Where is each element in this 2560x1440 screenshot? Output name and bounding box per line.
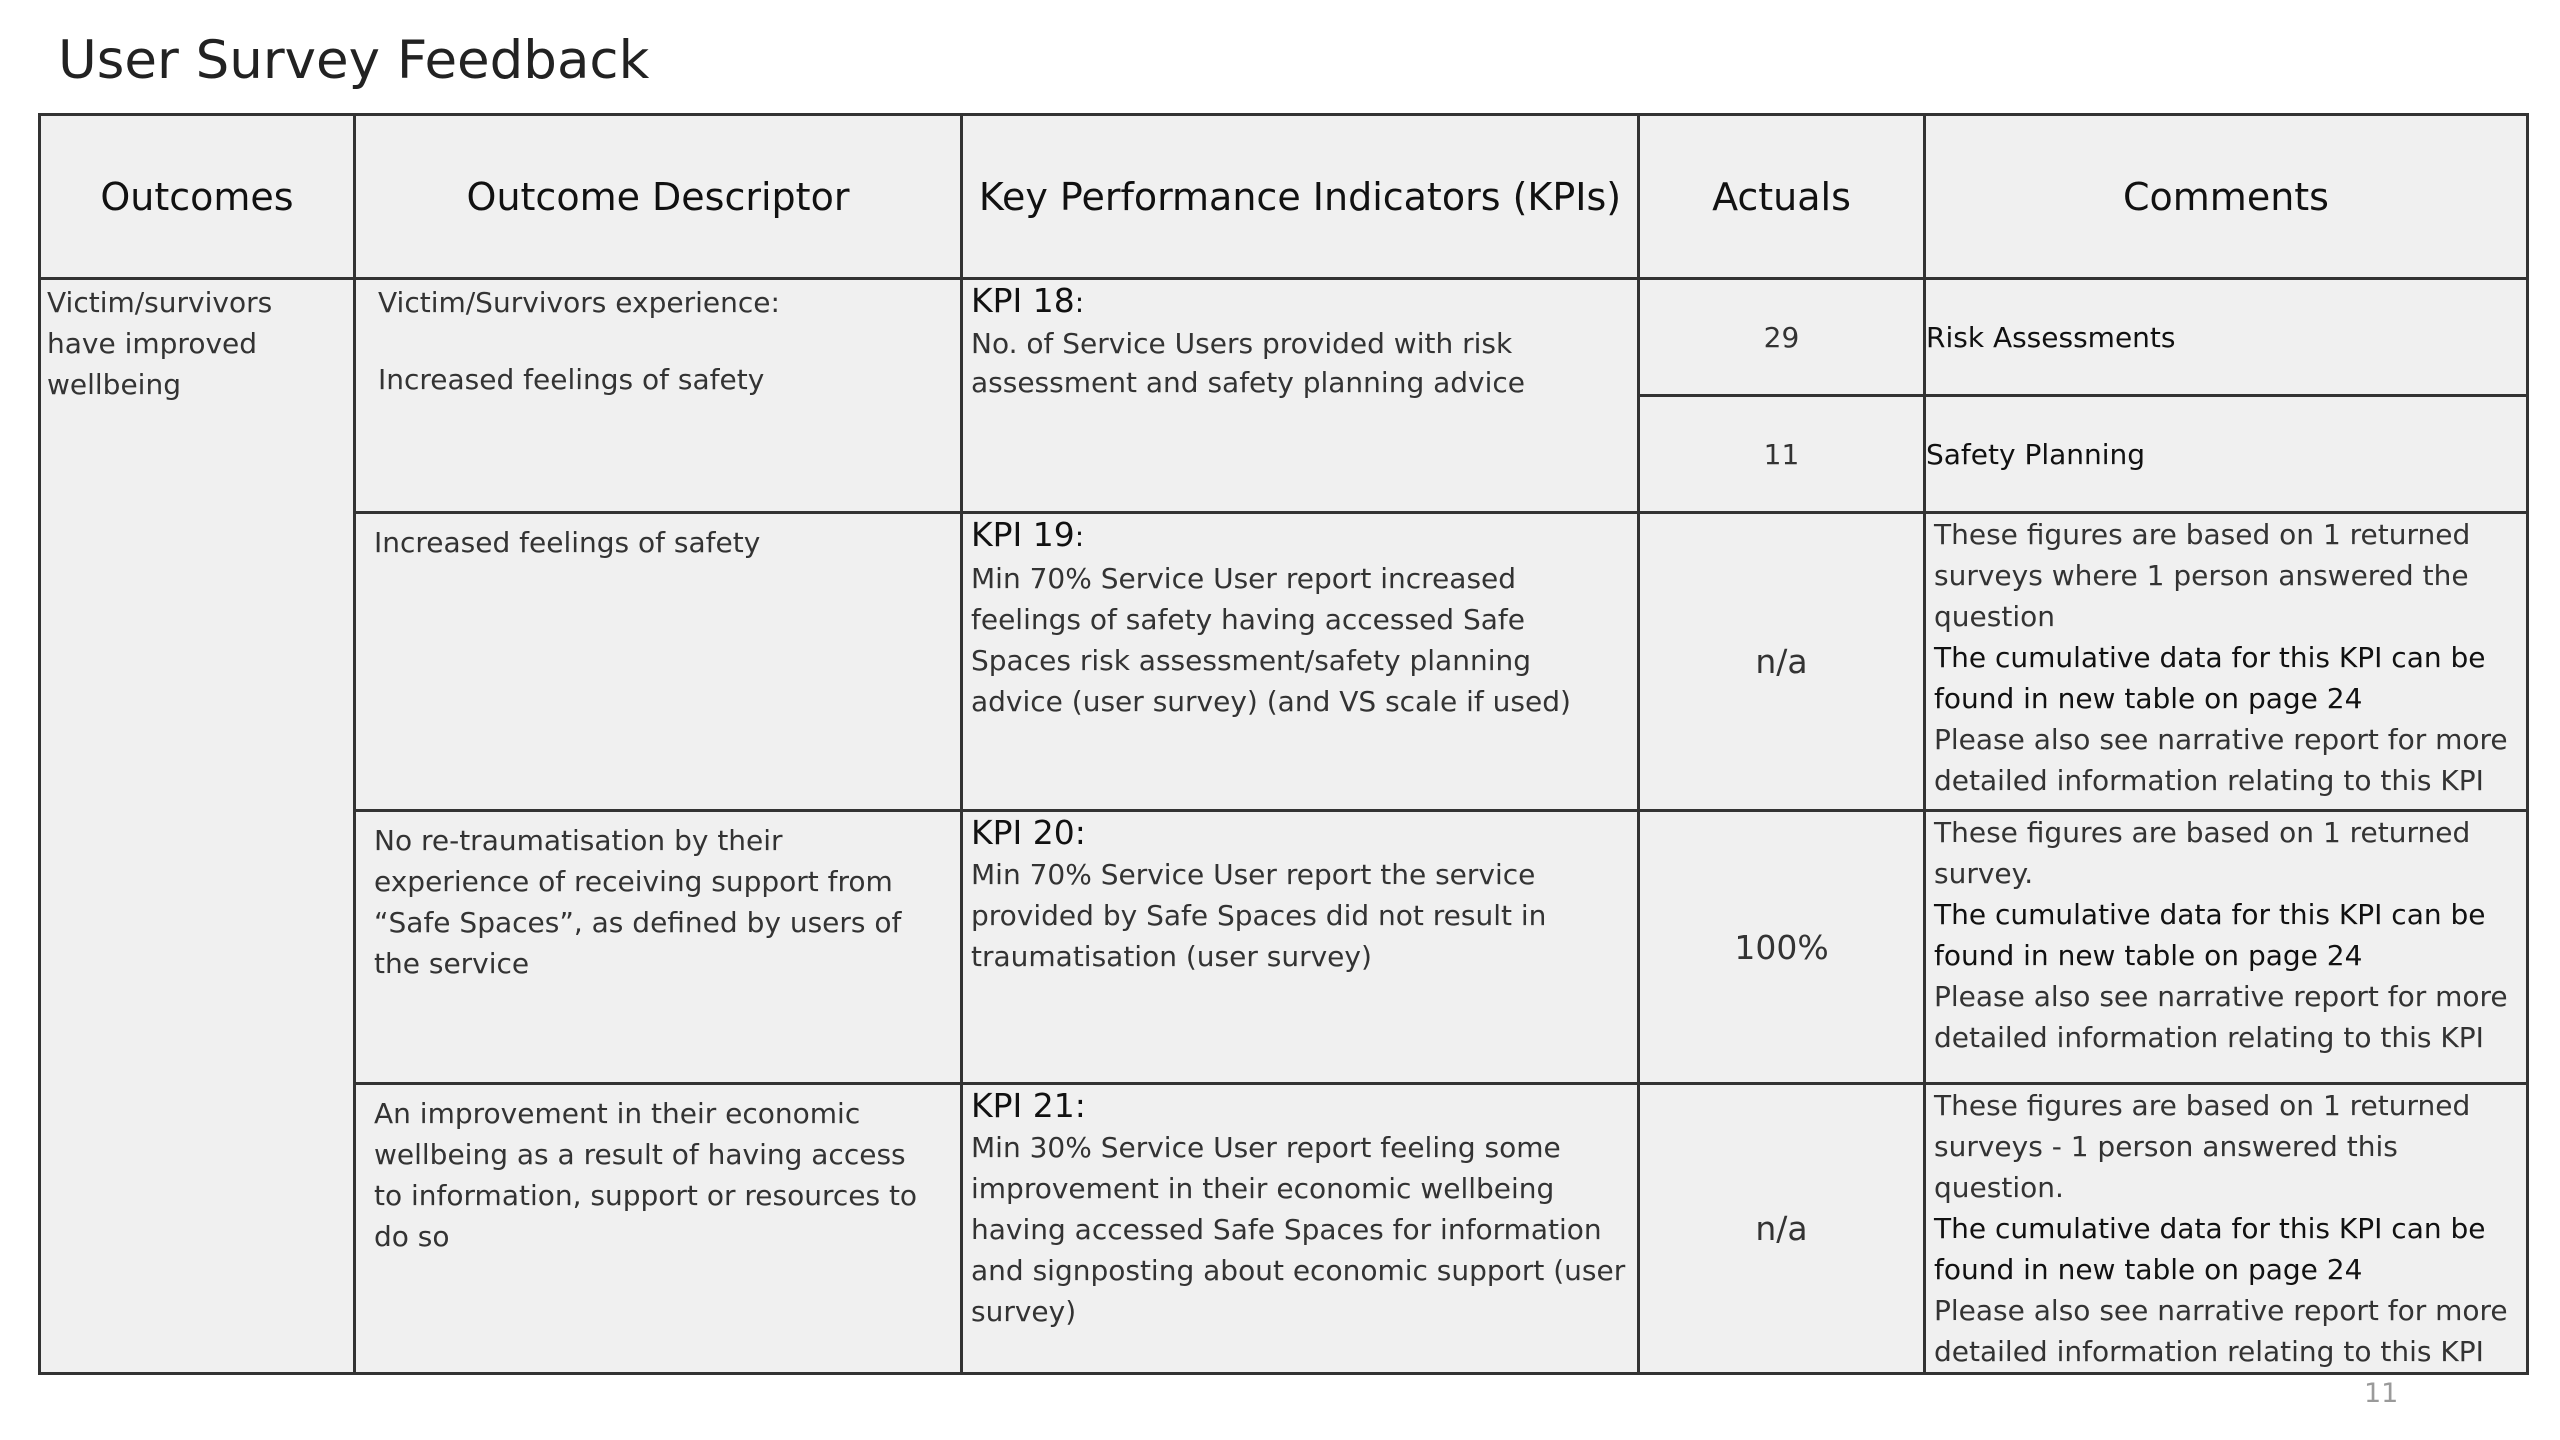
kpi-suffix-kpi-19: : [1074,520,1085,553]
descriptor-kpi-18-line2: Increased feelings of safety [378,363,765,396]
kpi-label-kpi-19: KPI 19 [971,515,1075,554]
descriptor-cell-kpi-18 [355,279,962,513]
comment-intro-kpi-21: These figures are based on 1 returned surveys - 1 person answered this question. [1934,1089,2471,1204]
page-title: User Survey Feedback [58,30,650,91]
actual-kpi-21: n/a [1639,1084,1925,1374]
descriptor-cell-kpi-21 [355,1084,962,1374]
kpi-cell-kpi-18 [962,279,1639,513]
kpi-text-kpi-21: Min 30% Service User report feeling some improvement in their economic wellbeing having accessed Safe Spaces for information and signposting about economic support (user survey) [971,1131,1626,1328]
comment-bold-kpi-21: The cumulative data for this KPI can be found in new table on page 24 [1934,1212,2486,1286]
comment-outro-kpi-20: Please also see narrative report for more detailed information relating to this KPI [1934,980,2508,1054]
descriptor-cell-kpi-19 [355,513,962,811]
table-header-row [40,115,2528,279]
header-actuals: Actuals [1639,115,1925,279]
table-row-kpi-20 [40,811,2528,1084]
comment-cell-kpi-19 [1925,513,2528,811]
table-row-kpi-19 [40,513,2528,811]
kpi-label-kpi-20: KPI 20: [971,813,1086,852]
actual-kpi-20: 100% [1639,811,1925,1084]
kpi-label-kpi-21: KPI 21: [971,1086,1086,1125]
actual-risk-assessments: 29 [1639,279,1925,396]
header-outcomes: Outcomes [40,115,355,279]
kpi-table [38,113,2529,1375]
descriptor-kpi-21: An improvement in their economic wellbeing as a result of having access to information, support or resources to do so [374,1097,918,1253]
kpi-suffix-kpi-18: : [1074,286,1085,319]
table-row-kpi-21 [40,1084,2528,1374]
header-kpis: Key Performance Indicators (KPIs) [962,115,1639,279]
descriptor-kpi-19: Increased feelings of safety [374,526,761,559]
comment-safety-planning: Safety Planning [1925,396,2528,513]
kpi-cell-kpi-20 [962,811,1639,1084]
comment-bold-kpi-19: The cumulative data for this KPI can be found in new table on page 24 [1934,641,2486,715]
kpi-text-kpi-18: No. of Service Users provided with risk assessment and safety planning advice [971,327,1526,399]
outcome-cell [40,279,355,1374]
comment-risk-assessments: Risk Assessments [1925,279,2528,396]
kpi-cell-kpi-21 [962,1084,1639,1374]
descriptor-kpi-20: No re-traumatisation by their experience of receiving support from “Safe Spaces”, as defined by users of the service [374,824,902,980]
table-row-kpi-18 [40,279,2528,396]
comment-intro-kpi-19: These figures are based on 1 returned surveys where 1 person answered the question [1934,518,2471,633]
kpi-cell-kpi-19 [962,513,1639,811]
comment-outro-kpi-19: Please also see narrative report for more detailed information relating to this KPI [1934,723,2508,797]
comment-cell-kpi-21 [1925,1084,2528,1374]
kpi-label-kpi-18: KPI 18 [971,281,1075,320]
descriptor-cell-kpi-20 [355,811,962,1084]
kpi-text-kpi-19: Min 70% Service User report increased feelings of safety having accessed Safe Spaces risk assessment/safety planning advice (user survey) (and VS scale if used) [971,562,1571,718]
page-number: 11 [2364,1378,2399,1409]
actual-kpi-19: n/a [1639,513,1925,811]
kpi-text-kpi-20: Min 70% Service User report the service provided by Safe Spaces did not result in traumatisation (user survey) [971,858,1547,973]
header-comments: Comments [1925,115,2528,279]
outcome-text: Victim/survivors have improved wellbeing [47,286,273,401]
comment-cell-kpi-20 [1925,811,2528,1084]
descriptor-kpi-18-line1: Victim/Survivors experience: [378,286,780,319]
comment-bold-kpi-20: The cumulative data for this KPI can be found in new table on page 24 [1934,898,2486,972]
comment-intro-kpi-20: These figures are based on 1 returned survey. [1934,816,2471,890]
header-outcome-descriptor: Outcome Descriptor [355,115,962,279]
actual-safety-planning: 11 [1639,396,1925,513]
comment-outro-kpi-21: Please also see narrative report for more detailed information relating to this KPI [1934,1294,2508,1368]
